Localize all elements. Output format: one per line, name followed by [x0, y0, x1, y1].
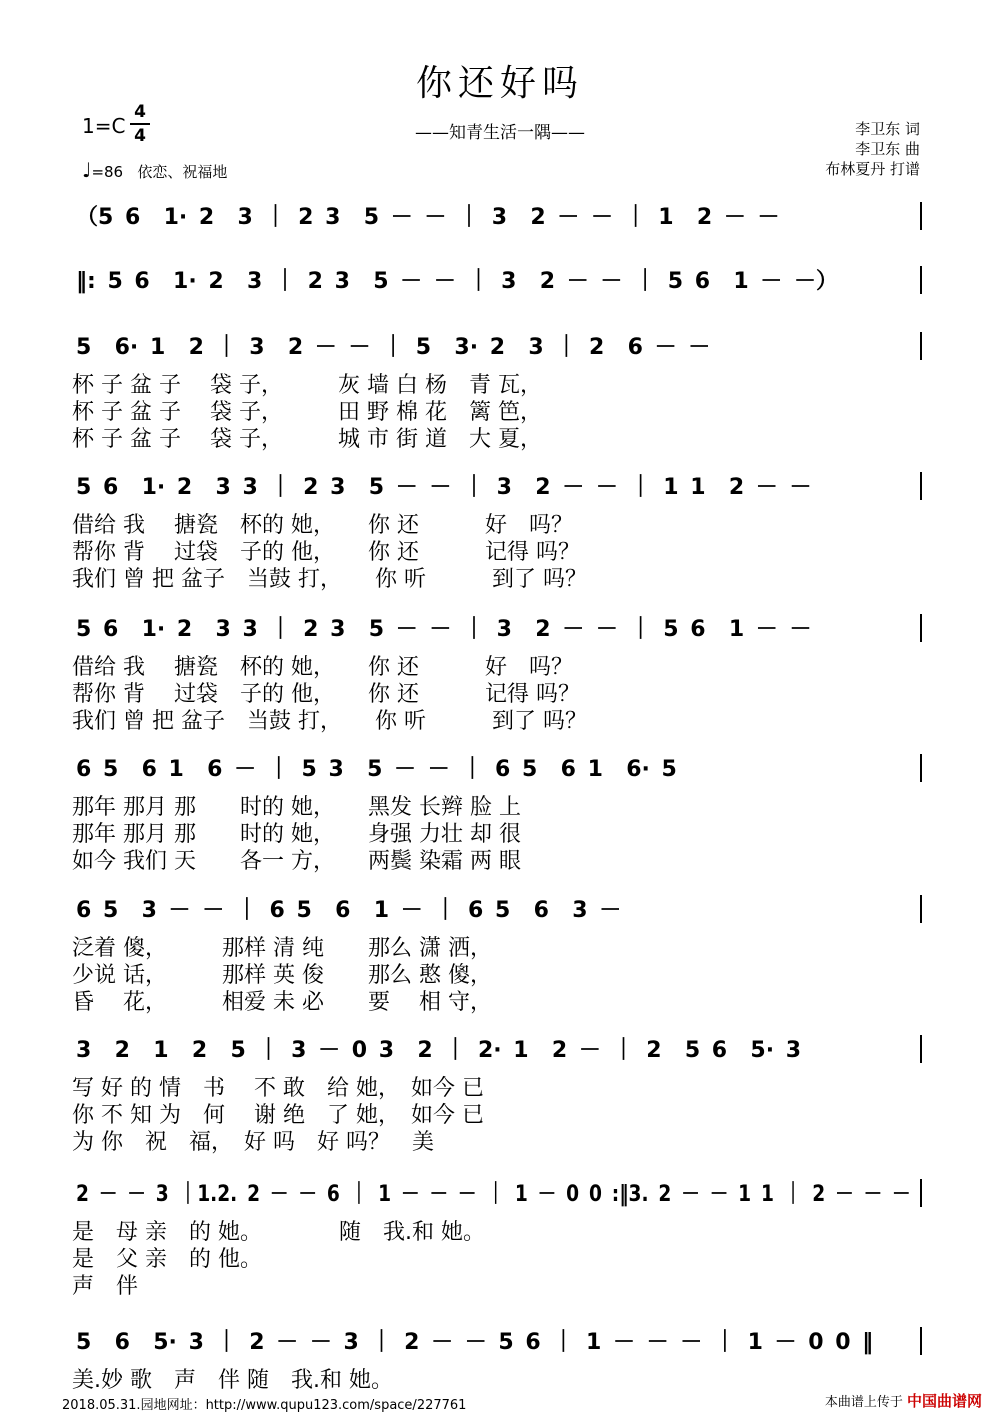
lyric-verse-1: 借给 我 搪瓷 杯的 她， 你 还 好 吗？: [72, 655, 573, 680]
lyric-verse-2: 杯 子 盆 子 袋 子， 田 野 棉 花 篱 笆，: [72, 400, 542, 425]
lyric-verse-1: 美.妙 歌 声 伴 随 我.和 她。: [72, 1368, 393, 1393]
end-barline: [920, 1327, 922, 1355]
end-barline: [920, 266, 922, 294]
lyric-verse-3: 我们 曾 把 盆子 当鼓 打， 你 听 到了 吗？: [72, 567, 587, 592]
lyric-verse-3: 杯 子 盆 子 袋 子， 城 市 街 道 大 夏，: [72, 427, 542, 452]
end-barline: [920, 202, 922, 230]
time-numerator: 4: [134, 102, 146, 122]
lyric-verse-2: 帮你 背 过袋 子的 他， 你 还 记得 吗？: [72, 540, 580, 565]
notation-line: （5 6 1· 2 3 ｜ 2 3 5 － － ｜ 3 2 － － ｜ 1 2 － －: [76, 205, 780, 230]
composer-credit: 李卫东 曲: [855, 140, 920, 158]
lyric-verse-3: 为 你 祝 福， 好 吗 好 吗？ 美: [72, 1130, 434, 1155]
notation-line: 5 6 1· 2 3 3 ｜ 2 3 5 － － ｜ 3 2 － － ｜ 5 6 1 － －: [76, 617, 812, 642]
lyric-verse-1: 那年 那月 那 时的 她， 黑发 长辫 脸 上: [72, 795, 521, 820]
lyric-verse-2: 帮你 背 过袋 子的 他， 你 还 记得 吗？: [72, 682, 580, 707]
tempo-marking: [82, 158, 227, 182]
lyric-verse-1: 是 母 亲 的 她。 随 我.和 她。: [72, 1220, 485, 1245]
notation-line: 2 － － 3 ｜1.2. 2 － － 6 ｜ 1 － － － ｜ 1 － 0 0 :‖3. 2 － － 1 1 ｜ 2 － － －: [76, 1182, 911, 1207]
lyric-verse-3: 声 伴: [72, 1274, 139, 1299]
song-title: 你还好吗: [415, 63, 584, 104]
lyric-verse-1: 写 好 的 情 书 不 敢 给 她， 如今 已: [72, 1076, 484, 1101]
watermark-text: 本曲谱上传于: [824, 1395, 903, 1410]
notation-line: 6 5 3 － － ｜ 6 5 6 1 － ｜ 6 5 6 3 －: [76, 898, 622, 923]
watermark: [825, 1390, 982, 1411]
mood-marking: 依恋、祝福地: [137, 163, 228, 181]
notation-line: 5 6 5· 3 ｜ 2 － － 3 ｜ 2 － － 5 6 ｜ 1 － － － ｜ 1 － 0 0 ‖: [76, 1330, 874, 1355]
notation-line: 5 6 1· 2 3 3 ｜ 2 3 5 － － ｜ 3 2 － － ｜ 1 1 2 － －: [76, 475, 812, 500]
key-signature: 1=C: [82, 114, 126, 138]
lyricist-credit: 李卫东 词: [855, 120, 920, 138]
watermark-brand: 中国曲谱网: [906, 1392, 982, 1410]
lyric-verse-1: 泛着 傻， 那样 清 纯 那么 潇 洒，: [72, 936, 492, 961]
notation-line: 5 6· 1 2 ｜ 3 2 － － ｜ 5 3· 2 3 ｜ 2 6 － －: [76, 335, 711, 360]
transcriber-credit: 布林夏丹 打谱: [825, 160, 920, 178]
lyric-verse-2: 是 父 亲 的 他。: [72, 1247, 262, 1272]
lyric-verse-2: 少说 话， 那样 英 俊 那么 憨 傻，: [72, 963, 492, 988]
time-signature: [130, 102, 150, 146]
footer-url: 2018.05.31.园地网址：http://www.qupu123.com/space/227761: [62, 1398, 467, 1413]
end-barline: [920, 754, 922, 782]
lyric-verse-3: 昏 花， 相爱 未 必 要 相 守，: [72, 990, 492, 1015]
lyric-verse-2: 你 不 知 为 何 谢 绝 了 她， 如今 已: [72, 1103, 484, 1128]
notation-line: ‖: 5 6 1· 2 3 ｜ 2 3 5 － － ｜ 3 2 － － ｜ 5 6 1 － －）: [76, 269, 838, 294]
lyric-verse-1: 杯 子 盆 子 袋 子， 灰 墙 白 杨 青 瓦，: [72, 373, 542, 398]
end-barline: [920, 1179, 922, 1207]
end-barline: [920, 895, 922, 923]
lyric-verse-1: 借给 我 搪瓷 杯的 她， 你 还 好 吗？: [72, 513, 573, 538]
lyric-verse-3: 我们 曾 把 盆子 当鼓 打， 你 听 到了 吗？: [72, 709, 587, 734]
lyric-verse-2: 那年 那月 那 时的 她， 身强 力壮 却 很: [72, 822, 521, 847]
tempo-value: =86: [91, 163, 124, 181]
end-barline: [920, 332, 922, 360]
song-subtitle: ——知青生活一隅——: [415, 123, 585, 143]
quarter-note-icon: ♩: [82, 158, 92, 182]
notation-line: 3 2 1 2 5 ｜ 3 － 0 3 2 ｜ 2· 1 2 － ｜ 2 5 6 5· 3: [76, 1038, 802, 1063]
lyric-verse-3: 如今 我们 天 各一 方， 两鬓 染霜 两 眼: [72, 849, 521, 874]
end-barline: [920, 614, 922, 642]
end-barline: [920, 1035, 922, 1063]
notation-line: 6 5 6 1 6 － ｜ 5 3 5 － － ｜ 6 5 6 1 6· 5: [76, 757, 677, 782]
end-barline: [920, 472, 922, 500]
time-denominator: 4: [134, 126, 146, 146]
